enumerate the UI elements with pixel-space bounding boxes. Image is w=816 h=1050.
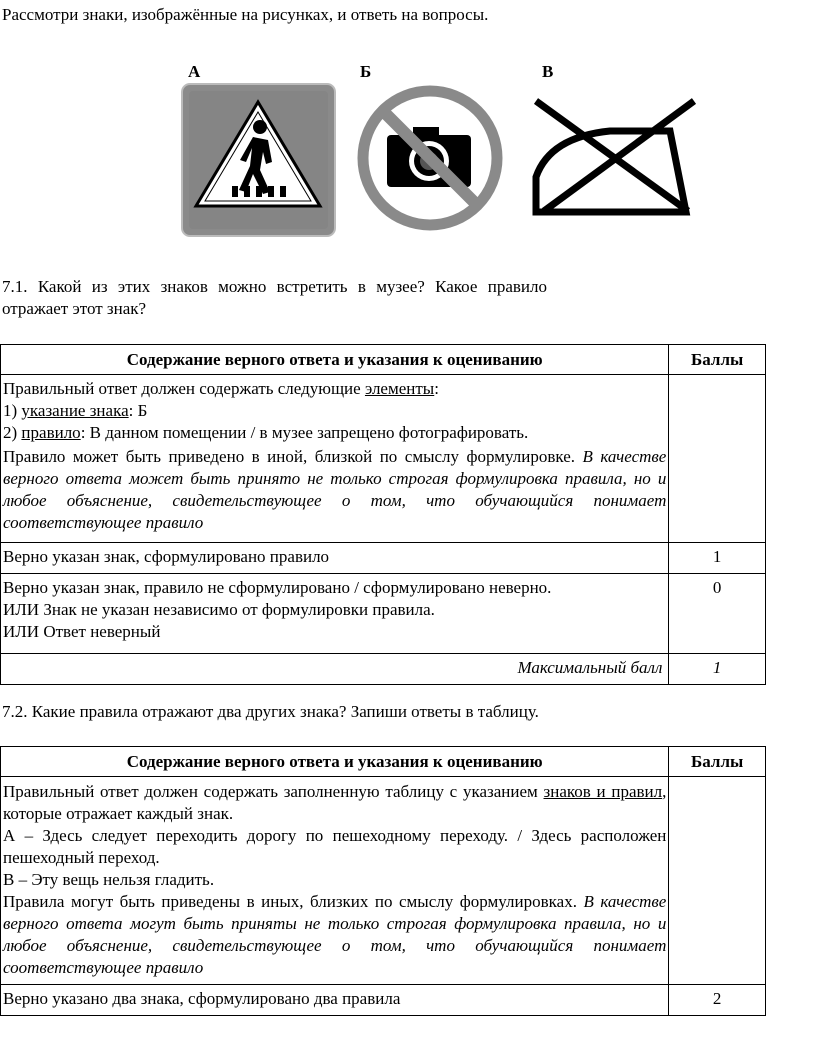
sign-b-label: Б [360,62,372,81]
answer-content [1,777,669,985]
criterion-row [1,574,669,654]
answer-text-underlined: элементы [364,379,435,398]
no-photography-sign-icon [357,85,503,231]
criterion-score: 2 [669,985,766,1016]
sign-a-label: А [188,62,201,81]
intro-text: Рассмотри знаки, изображённые на рисунках, и ответь на вопросы. [2,5,489,24]
criterion-row: Верно указано два знака, сформулировано два правила [1,985,669,1016]
answer-text: 2) [3,423,22,442]
criterion-text: Верно указан знак, правило не сформулировано / сформулировано неверно. [3,578,552,597]
header-content: Содержание верного ответа и указания к оцениванию [1,345,669,375]
answer-table-7-1 [0,344,766,685]
max-score-value: 1 [669,654,766,685]
header-score: Баллы [669,747,766,777]
answer-text: : Б [128,401,148,420]
pedestrian-crossing-sign-icon [180,82,337,238]
note-text-italic: В качестве верного ответа может быть принято не только строгая формулировка правила, но и любое объяснение, свидетельствующее о том, что обучающийся понимает соответствующее правило [3,447,667,532]
sign-v-label: В [542,62,554,81]
note-text: Правило может быть приведено в иной, близкой по смыслу формулировке. [3,447,583,466]
answer-content [1,375,669,543]
question-7-1: 7.1. Какой из этих знаков можно встретить в музее? Какое правило отражает этот знак? [2,277,547,318]
answer-table-7-2 [0,746,766,1016]
score-cell [669,777,766,985]
note-text: Правила могут быть приведены в иных, близких по смыслу формулировках. [3,892,584,911]
note-text-italic: В качестве верного ответа могут быть приняты не только строгая формулировка правила, но и любое объяснение, свидетельствующее о том, что обучающийся понимает соответствующее правило [3,892,667,977]
max-score-label: Максимальный балл [1,654,669,685]
answer-text: Правильный ответ должен содержать следующие [3,379,365,398]
answer-line-a: А – Здесь следует переходить дорогу по пешеходному переходу. / Здесь расположен пешеходный переход. [3,826,667,867]
answer-text: : В данном помещении / в музее запрещено фотографировать. [80,423,529,442]
criterion-score: 0 [669,574,766,654]
criterion-row: Верно указан знак, сформулировано правило [1,543,669,574]
answer-text: , которые отражает каждый знак. [3,782,667,823]
answer-text-underlined: знаков и правил [543,782,663,801]
answer-text-underlined: указание знака [21,401,129,420]
score-cell [669,375,766,543]
answer-text: : [434,379,439,398]
answer-text: Правильный ответ должен содержать заполненную таблицу с указанием [3,782,544,801]
answer-line-v: В – Эту вещь нельзя гладить. [3,870,215,889]
criterion-score: 1 [669,543,766,574]
answer-text-underlined: правило [21,423,81,442]
header-score: Баллы [669,345,766,375]
header-content: Содержание верного ответа и указания к оцениванию [1,747,669,777]
criterion-text: ИЛИ Ответ неверный [3,622,161,641]
question-7-2: 7.2. Какие правила отражают два других знака? Запиши ответы в таблицу. [2,702,539,721]
do-not-iron-sign-icon [528,93,702,219]
criterion-text: ИЛИ Знак не указан независимо от формулировки правила. [3,600,435,619]
answer-text: 1) [3,401,22,420]
